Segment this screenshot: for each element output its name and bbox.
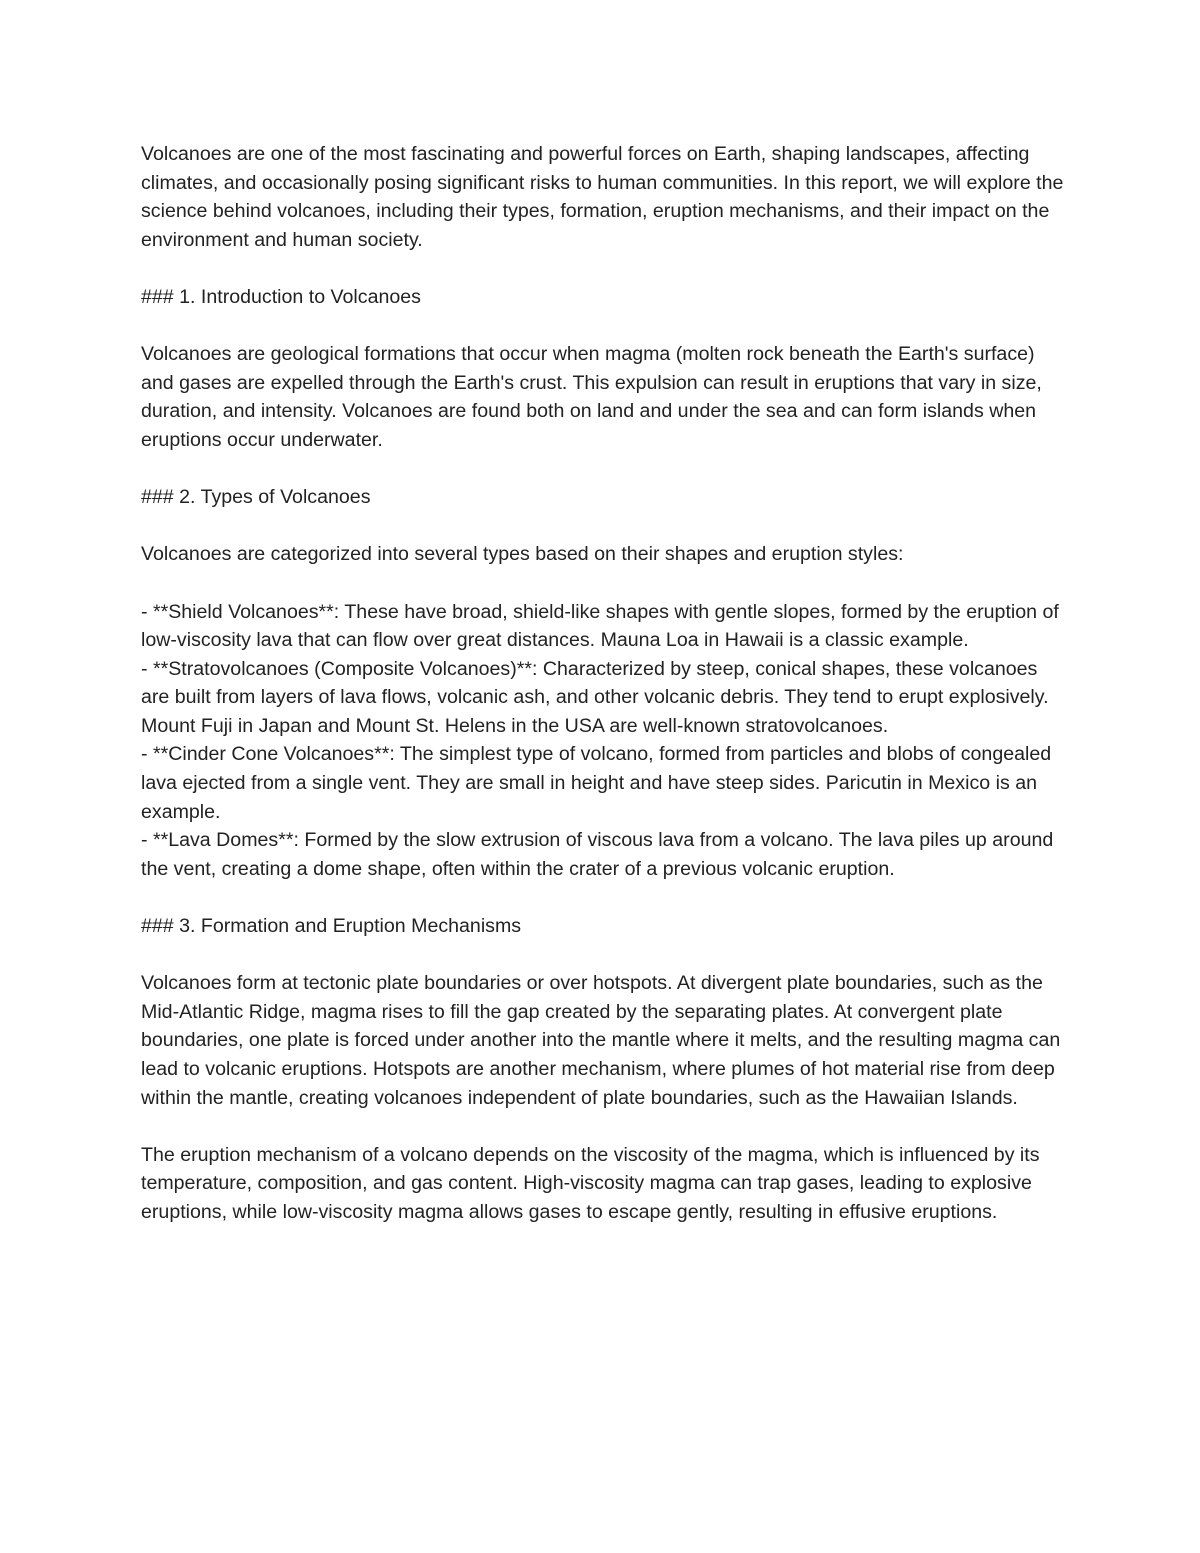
intro-paragraph: Volcanoes are one of the most fascinating and powerful forces on Earth, shaping landscapes, affecting climates, and occasionally posing significant risks to human communities. In this report, we will explore the science behind volcanoes, including their types, formation, eruption mechanisms, and their impact on the environment and human society. xyxy=(141,143,1064,251)
volcano-types-list xyxy=(141,598,1071,884)
list-item-lava-dome: - **Lava Domes**: Formed by the slow extrusion of viscous lava from a volcano. The lava piles up around the vent, creating a dome shape, often within the crater of a previous volcanic eruption. xyxy=(141,829,1054,880)
section-3-paragraph-1: Volcanoes form at tectonic plate boundaries or over hotspots. At divergent plate boundaries, such as the Mid-Atlantic Ridge, magma rises to fill the gap created by the separating plates. At convergent plate boundaries, one plate is forced under another into the mantle where it melts, and the resulting magma can lead to volcanic eruptions. Hotspots are another mechanism, where plumes of hot material rise from deep within the mantle, creating volcanoes independent of plate boundaries, such as the Hawaiian Islands. xyxy=(141,972,1061,1109)
section-2-heading: ### 2. Types of Volcanoes xyxy=(141,486,371,509)
section-1-paragraph: Volcanoes are geological formations that occur when magma (molten rock beneath the Earth's surface) and gases are expelled through the Earth's crust. This expulsion can result in eruptions that vary in size, duration, and intensity. Volcanoes are found both on land and under the sea and can form islands when eruptions occur underwater. xyxy=(141,343,1042,451)
document-body xyxy=(141,140,1071,1255)
list-item-shield: - **Shield Volcanoes**: These have broad, shield-like shapes with gentle slopes, formed by the eruption of low-viscosity lava that can flow over great distances. Mauna Loa in Hawaii is a classic example. xyxy=(141,600,1059,652)
section-3-paragraph-2: The eruption mechanism of a volcano depends on the viscosity of the magma, which is influenced by its temperature, composition, and gas content. High-viscosity magma can trap gases, leading to explosive eruptions, while low-viscosity magma allows gases to escape gently, resulting in effusive eruptions. xyxy=(141,1143,1040,1223)
list-item-stratovolcano: - **Stratovolcanoes (Composite Volcanoes)**: Characterized by steep, conical shapes, these volcanoes are built from layers of lava flows, volcanic ash, and other volcanic debris. They tend to erupt explosively. Mount Fuji in Japan and Mount St. Helens in the USA are well-known stratovolcanoes. xyxy=(141,657,1049,737)
section-1-heading: ### 1. Introduction to Volcanoes xyxy=(141,285,421,308)
list-item-cinder-cone: - **Cinder Cone Volcanoes**: The simplest type of volcano, formed from particles and blobs of congealed lava ejected from a single vent. They are small in height and have steep sides. Paricutin in Mexico is an example. xyxy=(141,743,1052,823)
section-2-paragraph: Volcanoes are categorized into several types based on their shapes and eruption styles: xyxy=(141,543,904,566)
section-3-heading: ### 3. Formation and Eruption Mechanisms xyxy=(141,915,522,938)
